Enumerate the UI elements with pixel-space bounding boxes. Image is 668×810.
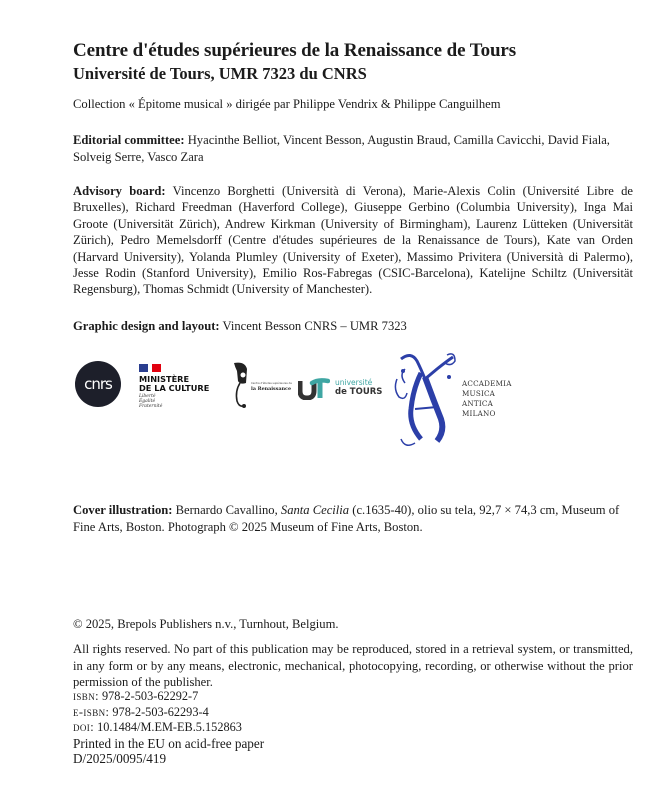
isbn-label: isbn: — [73, 689, 99, 703]
copyright-line: © 2025, Brepols Publishers n.v., Turnhout, Belgium. — [73, 617, 339, 631]
cesr-emblem-icon — [231, 361, 253, 411]
tours-line1: université — [335, 378, 373, 387]
ministere-culture-logo — [139, 364, 219, 409]
cover-text-b: (c.1635-40), olio su tela, 92,7 × 74,3 cm, Museum of Fine Arts, Boston. Photograph © 2025 Museum of Fine Arts, Boston. — [73, 503, 620, 534]
ministere-line1: MINISTÈRE — [139, 374, 190, 384]
cover-illustration-credit — [73, 502, 633, 535]
tours-line2: de TOURS — [335, 387, 383, 397]
printed-line: Printed in the EU on acid-free paper — [73, 735, 265, 751]
doi-label: doi: — [73, 720, 95, 735]
eisbn-value: 978-2-503-62293-4 — [109, 704, 209, 719]
universite-tours-logo — [298, 377, 388, 403]
advisory-text: Vincenzo Borghetti (Università di Verona), Marie-Alexis Colin (Université Libre de Bruxelles), Richard Freedman (Haverford College), Giuseppe Gerbino (Columbia University), Inga Mai Groote (Universität Zürich), Andrew Kirkman (University of Birmingham), Laurenz Lütteken (Universität Zürich), Pedro Memelsdorff (Centre d'études supérieures de la Renaissance de Tours), Kate van Orden (Harvard University), Yolanda Plumley (University of Exeter), Massimo Privitera (Università di Palermo), Jesse Rodin (Stanford University), Emilio Ros-Fabregas (CSIC-Barcelona), Katelijne Schiltz (Universität Regensburg), Thomas Schmidt (University of Manchester). — [73, 184, 633, 297]
cesr-small-text: Centre d'études supérieures de — [251, 382, 292, 385]
design-text: Vincent Besson CNRS – UMR 7323 — [219, 319, 407, 333]
graphic-design-credit — [73, 318, 407, 335]
ministere-line2: DE LA CULTURE — [139, 383, 210, 393]
accademia-letter-a-icon — [391, 349, 459, 449]
editorial-label: Editorial committee: — [73, 133, 185, 147]
cesr-name: la Renaissance — [251, 386, 292, 392]
isbn-line — [73, 689, 264, 705]
cover-text-a: Bernardo Cavallino, — [172, 503, 281, 517]
ministere-motto: Liberté Égalité Fraternité — [139, 394, 163, 409]
eisbn-label: e-isbn: — [73, 704, 110, 719]
accademia-text: ACCADEMIA MUSICA ANTICA MILANO — [462, 379, 512, 418]
page-subtitle: Université de Tours, UMR 7323 du CNRS — [73, 64, 367, 83]
cnrs-logo-text: cnrs — [84, 375, 112, 393]
cnrs-logo — [75, 361, 121, 407]
depot-legal-line: D/2025/0095/419 — [73, 751, 167, 767]
editorial-text: Hyacinthe Belliot, Vincent Besson, Augustin Braud, Camilla Cavicchi, David Fiala, Solveig Serre, Vasco Zara — [73, 133, 610, 164]
cover-label: Cover illustration: — [73, 503, 173, 517]
publication-metadata — [73, 689, 264, 767]
french-flag-icon — [139, 364, 161, 372]
doi-value: 10.1484/M.EM-EB.5.152863 — [94, 720, 242, 735]
design-label: Graphic design and layout: — [73, 319, 220, 333]
editorial-committee — [73, 132, 633, 165]
tours-ut-icon — [298, 378, 330, 400]
eisbn-line — [73, 705, 264, 721]
page-title: Centre d'études supérieures de la Renaissance de Tours — [73, 40, 517, 61]
advisory-board — [73, 183, 633, 298]
isbn-value: 978-2-503-62292-7 — [98, 689, 199, 703]
partner-logos — [73, 345, 523, 460]
accademia-logo — [391, 349, 521, 455]
doi-line — [73, 720, 264, 736]
cover-artwork-title: Santa Cecilia — [280, 503, 350, 517]
advisory-label: Advisory board: — [73, 184, 166, 198]
rights-reserved: All rights reserved. No part of this publication may be reproduced, stored in a retrieval system, or transmitted, in any form or by any means, electronic, mechanical, photocopying, recording, or otherwise without the prior permission of the publisher. — [73, 642, 633, 689]
cesr-logo — [231, 361, 293, 411]
collection-line: Collection « Épitome musical » dirigée par Philippe Vendrix & Philippe Canguilhem — [73, 97, 501, 111]
